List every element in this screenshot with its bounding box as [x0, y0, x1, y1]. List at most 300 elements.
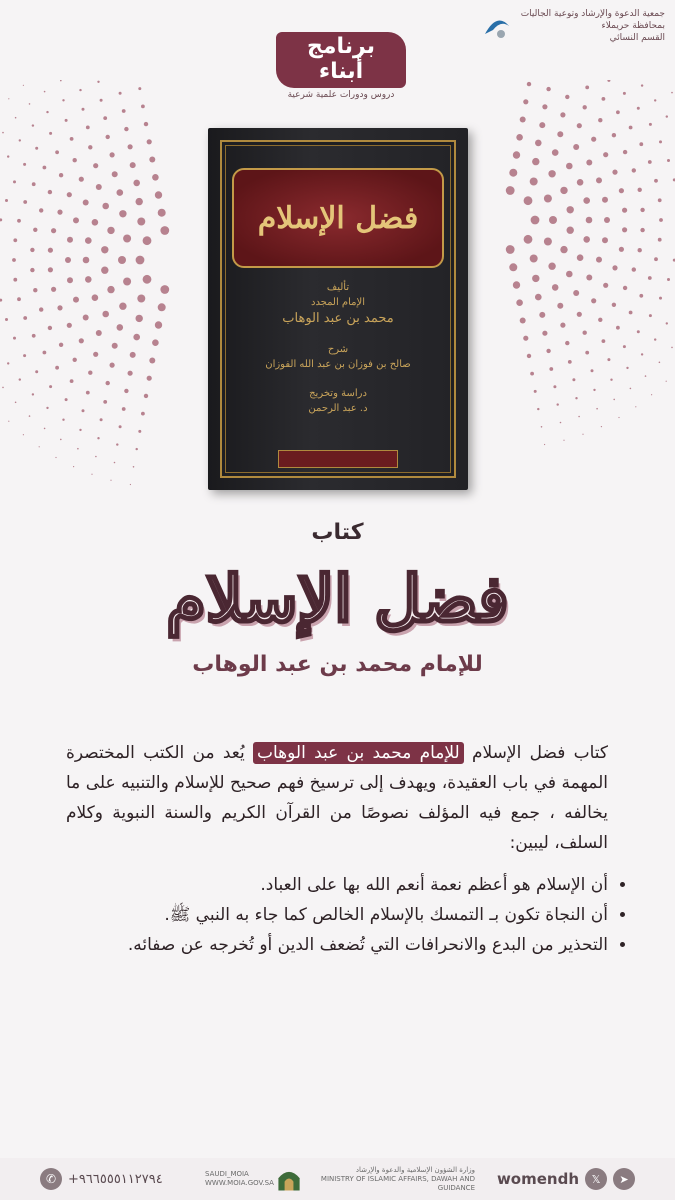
book-author: للإمام محمد بن عبد الوهاب — [192, 652, 483, 677]
decorative-dot — [83, 200, 89, 206]
decorative-dot — [35, 147, 38, 150]
decorative-dot — [110, 480, 111, 481]
list-item: • التحذير من البدع والانحرافات التي تُضعف الدين أو تُخرجه عن صفائه. — [66, 930, 608, 960]
decorative-dot — [602, 237, 608, 243]
decorative-dot — [583, 331, 587, 335]
decorative-dot — [565, 95, 569, 99]
decorative-dot — [39, 307, 43, 311]
decorative-dot — [30, 248, 34, 252]
decorative-dot — [144, 122, 148, 126]
decorative-dot — [560, 112, 565, 117]
decorative-dot — [623, 150, 627, 154]
decorative-dot — [520, 318, 526, 324]
decorative-dot — [100, 418, 103, 421]
decorative-dot — [92, 294, 99, 301]
decorative-dot — [523, 336, 528, 341]
decorative-dot — [39, 208, 43, 212]
decorative-dot — [539, 312, 545, 318]
decorative-dot — [513, 281, 520, 288]
decorative-dot — [107, 286, 114, 293]
decorative-dot — [5, 199, 8, 202]
decorative-dot — [82, 409, 85, 412]
decorative-dot — [23, 316, 27, 320]
decorative-dot — [578, 416, 580, 418]
decorative-dot — [79, 89, 81, 91]
decorative-dot — [530, 372, 534, 376]
decorative-dot — [88, 145, 92, 149]
decorative-dot — [48, 267, 53, 272]
decorative-dot — [67, 192, 72, 197]
decorative-dot — [598, 118, 602, 122]
decorative-dot — [640, 208, 644, 212]
decorative-dot — [119, 303, 126, 310]
decorative-dot — [119, 92, 122, 95]
decorative-dot — [35, 370, 38, 373]
decorative-dot — [591, 298, 596, 303]
decorative-dot — [67, 323, 72, 328]
phone-number[interactable]: +٩٦٦٥٥٥١١٢٧٩٤ — [68, 1171, 163, 1187]
decorative-dot — [649, 123, 652, 126]
cover-text: تأليف الإمام المجدد محمد بن عبد الوهاب شرح صالح بن فوزان بن عبد الله الفوزان دراسة وتخريج د. عبد الرحمن — [265, 282, 411, 414]
decorative-dot — [585, 351, 589, 355]
decorative-dot — [541, 426, 543, 428]
decorative-dot — [527, 82, 531, 86]
x-handle[interactable]: womendh — [496, 1170, 579, 1188]
decorative-dot — [7, 155, 9, 157]
decorative-dot — [147, 139, 152, 144]
decorative-dot — [577, 179, 584, 186]
decorative-dot — [583, 197, 590, 204]
decorative-dot — [637, 107, 640, 110]
decorative-dot — [116, 443, 118, 445]
decorative-dot — [49, 132, 52, 135]
decorative-dot — [55, 366, 59, 370]
decorative-dot — [133, 466, 135, 468]
decorative-dot — [33, 228, 37, 232]
decorative-dot — [658, 238, 662, 242]
decorative-dot — [532, 275, 539, 282]
decorative-dot — [549, 367, 553, 371]
decorative-dot — [573, 144, 579, 150]
decorative-dot — [44, 91, 46, 93]
decorative-dot — [645, 375, 647, 377]
decorative-dot — [48, 248, 53, 253]
decorative-dot — [577, 312, 582, 317]
decorative-dot — [136, 448, 138, 450]
decorative-dot — [557, 303, 563, 309]
decorative-dot — [603, 283, 608, 288]
decorative-dot — [619, 188, 624, 193]
decorative-dot — [158, 303, 166, 311]
decorative-dot — [8, 98, 9, 99]
decorative-dot — [596, 408, 598, 410]
decorative-dot — [648, 276, 652, 280]
decorative-dot — [560, 246, 567, 253]
decorative-dot — [607, 358, 610, 361]
decorative-dot — [535, 140, 542, 147]
decorative-dot — [622, 208, 627, 213]
decorative-dot — [124, 389, 128, 393]
decorative-dot — [623, 286, 627, 290]
cover-title: فضل الإسلام — [257, 200, 419, 236]
decorative-dot — [601, 426, 602, 427]
decorative-dot — [136, 315, 143, 322]
decorative-dot — [77, 448, 79, 450]
decorative-dot — [523, 99, 528, 104]
decorative-dot — [632, 168, 636, 172]
decorative-dot — [13, 238, 17, 242]
decorative-dot — [612, 303, 616, 307]
decorative-dot — [85, 237, 92, 244]
decorative-dot — [82, 108, 85, 111]
decorative-dot — [530, 255, 538, 263]
decorative-dot — [654, 338, 656, 340]
decorative-dot — [55, 457, 56, 458]
decorative-dot — [46, 111, 48, 113]
decorative-dot — [593, 389, 595, 391]
decorative-dot — [630, 388, 632, 390]
decorative-dot — [651, 394, 652, 395]
decorative-dot — [602, 339, 606, 343]
decorative-dot — [637, 330, 640, 333]
decorative-dot — [639, 142, 643, 146]
decorative-dot — [591, 137, 596, 142]
decorative-dot — [67, 277, 73, 283]
decorative-dot — [666, 115, 668, 117]
decorative-dot — [73, 158, 77, 162]
book-description: كتاب فضل الإسلام للإمام محمد بن عبد الوهاب يُعد من الكتب المختصرة المهمة في باب العقيدة، ويهدف إلى ترسيخ فهم صحيح للإسلام والتنبيه على ما يخالفه ، جمع فيه المؤلف نصوصًا من القرآن الكريم والسنة النبوية وكلام السلف، ليبين: — [66, 743, 609, 853]
book-label: كتاب — [311, 520, 364, 545]
decorative-dot — [659, 297, 662, 300]
decorative-dot — [612, 265, 617, 270]
decorative-dot — [100, 99, 103, 102]
decorative-dot — [622, 227, 627, 232]
brand-logo — [276, 32, 406, 100]
decorative-dot — [659, 218, 663, 222]
decorative-dot — [91, 474, 92, 475]
decorative-dot — [152, 174, 159, 181]
decorative-dot — [23, 434, 24, 435]
decorative-dot — [137, 295, 145, 303]
decorative-dot — [649, 314, 652, 317]
decorative-dot — [57, 210, 62, 215]
decorative-dot — [666, 381, 667, 382]
decorative-dot — [136, 256, 145, 265]
decorative-dot — [48, 326, 52, 330]
decorative-dot — [29, 415, 31, 417]
decorative-dot — [539, 122, 545, 128]
decorative-dot — [48, 190, 52, 194]
decorative-dot — [29, 103, 31, 105]
decorative-dot — [531, 216, 540, 225]
decorative-dot — [548, 170, 555, 177]
decorative-dot — [83, 257, 90, 264]
decorative-dot — [520, 117, 526, 123]
decorative-dot — [59, 343, 63, 347]
decorative-dot — [19, 139, 21, 141]
decorative-dot — [544, 238, 552, 246]
decorative-dot — [641, 84, 643, 86]
decorative-dot — [641, 353, 643, 355]
decorative-dot — [79, 177, 84, 182]
decorative-dot — [86, 391, 90, 395]
decorative-dot — [119, 425, 122, 428]
list-item: • أن النجاة تكون بـ التمسك بالإسلام الخالص كما جاء به النبي ﷺ. — [66, 900, 608, 930]
decorative-dot — [83, 315, 89, 321]
decorative-dot — [602, 197, 608, 203]
decorative-dot — [114, 462, 116, 464]
decorative-dot — [149, 358, 155, 364]
decorative-dot — [30, 268, 34, 272]
decorative-dot — [598, 318, 602, 322]
decorative-dot — [15, 117, 17, 119]
decorative-dot — [23, 200, 27, 204]
decorative-dot — [566, 163, 573, 170]
decorative-dot — [557, 131, 563, 137]
org-logo-icon — [479, 8, 515, 44]
decorative-dot — [128, 371, 133, 376]
decorative-dot — [13, 180, 16, 183]
decorative-dot — [575, 397, 577, 399]
decorative-dot — [612, 170, 617, 175]
decorative-dot — [102, 203, 109, 210]
decorative-dot — [147, 376, 152, 381]
key-points-list — [66, 870, 630, 960]
decorative-dot — [124, 127, 128, 131]
decorative-dot — [96, 184, 102, 190]
decorative-dot — [149, 157, 155, 163]
decorative-dot — [586, 275, 592, 281]
decorative-dot — [93, 163, 98, 168]
decorative-dot — [62, 419, 64, 421]
decorative-dot — [130, 162, 136, 168]
decorative-dot — [506, 186, 515, 195]
decorative-dot — [73, 217, 79, 223]
decorative-dot — [659, 140, 662, 143]
decorative-dot — [141, 412, 145, 416]
decorative-dot — [112, 171, 118, 177]
decorative-dot — [119, 210, 126, 217]
decorative-dot — [537, 408, 539, 410]
decorative-dot — [65, 119, 68, 122]
decorative-dot — [152, 339, 159, 346]
ministry-logo: SAUDI_MOIA WWW.MOIA.GOV.SA وزارة الشؤون الإسلامية والدعوة والإرشاد MINISTRY OF ISLAMIC AFFAIRS, DAWAH AND GUIDANCE — [205, 1162, 475, 1196]
decorative-dot — [583, 236, 590, 243]
decorative-dot — [112, 343, 118, 349]
decorative-dot — [44, 428, 46, 430]
decorative-dot — [542, 104, 547, 109]
decorative-dot — [39, 446, 40, 447]
decorative-dot — [567, 227, 574, 234]
decorative-dot — [137, 218, 145, 226]
decorative-dot — [130, 352, 136, 358]
decorative-dot — [607, 80, 610, 82]
decorative-dot — [32, 334, 36, 338]
decorative-dot — [70, 137, 74, 141]
decorative-dot — [552, 284, 559, 291]
decorative-dot — [667, 278, 670, 281]
social-links — [497, 1168, 635, 1190]
decorative-dot — [128, 144, 133, 149]
decorative-dot — [5, 318, 8, 321]
decorative-dot — [596, 177, 602, 183]
author-highlight: للإمام محمد بن عبد الوهاب — [253, 742, 464, 764]
decorative-dot — [32, 182, 36, 186]
decorative-dot — [572, 378, 575, 381]
decorative-dot — [138, 87, 141, 90]
decorative-dot — [671, 92, 673, 94]
decorative-dot — [619, 247, 624, 252]
decorative-dot — [158, 209, 166, 217]
book-title: فضل الإسلام — [166, 562, 509, 637]
mosque-emblem-icon — [274, 1162, 304, 1196]
whatsapp-icon[interactable]: ✆ — [40, 1168, 62, 1190]
decorative-dot — [618, 417, 619, 418]
decorative-dot — [557, 403, 559, 405]
decorative-dot — [596, 257, 602, 263]
decorative-dot — [23, 163, 26, 166]
decorative-dot — [13, 278, 17, 282]
decorative-dot — [7, 362, 9, 364]
brand-name: برنامج أبناء — [276, 32, 406, 88]
decorative-dot — [143, 275, 152, 284]
decorative-dot — [43, 166, 47, 170]
decorative-dot — [513, 151, 520, 158]
decorative-dot — [106, 135, 110, 139]
decorative-dot — [534, 390, 537, 393]
decorative-dot — [23, 85, 24, 86]
decorative-dot — [623, 345, 626, 348]
decorative-dot — [524, 235, 533, 244]
telegram-icon[interactable]: ➤ — [613, 1168, 635, 1190]
decorative-dot — [635, 406, 636, 407]
decorative-dot — [542, 331, 547, 336]
decorative-dot — [546, 349, 550, 353]
decorative-dot — [130, 484, 131, 485]
decorative-dot — [516, 134, 523, 141]
decorative-dot — [629, 311, 633, 315]
decorative-dot — [118, 256, 126, 264]
decorative-dot — [103, 400, 107, 404]
decorative-dot — [563, 440, 564, 441]
decorative-dot — [667, 159, 670, 162]
decorative-dot — [560, 422, 562, 424]
decorative-dot — [155, 321, 162, 328]
decorative-dot — [546, 87, 550, 91]
decorative-dot — [155, 191, 162, 198]
decorative-dot — [73, 358, 77, 362]
decorative-dot — [638, 248, 642, 252]
decorative-dot — [123, 278, 131, 286]
decorative-dot — [133, 180, 140, 187]
decorative-dot — [544, 444, 545, 445]
decorative-dot — [626, 367, 628, 369]
decorative-dot — [2, 132, 4, 134]
decorative-dot — [585, 86, 589, 90]
decorative-dot — [95, 456, 97, 458]
decorative-dot — [549, 216, 557, 224]
decorative-dot — [51, 228, 56, 233]
decorative-dot — [60, 80, 62, 81]
decorative-dot — [65, 398, 68, 401]
decorative-dot — [96, 330, 102, 336]
decorative-dot — [0, 299, 2, 302]
decorative-dot — [65, 257, 71, 263]
decorative-dot — [602, 97, 606, 101]
decorative-dot — [107, 227, 114, 234]
decorative-dot — [33, 288, 37, 292]
decorative-dot — [666, 322, 668, 324]
decorative-dot — [8, 421, 9, 422]
decorative-dot — [671, 347, 673, 349]
decorative-dot — [612, 133, 616, 137]
decorative-dot — [122, 407, 126, 411]
brand-subtitle: دروس ودورات علمية شرعية — [287, 90, 395, 100]
decorative-dot — [509, 169, 517, 177]
decorative-dot — [51, 287, 56, 292]
decorative-dot — [57, 305, 62, 310]
decorative-dot — [544, 195, 552, 203]
decorative-dot — [658, 198, 662, 202]
decorative-dot — [117, 189, 124, 196]
decorative-dot — [640, 228, 644, 232]
decorative-dot — [616, 110, 620, 114]
org-name: جمعية الدعوة والإرشاد وتوعية الجاليات بمحافظة حريملاء القسم النسائي — [520, 9, 665, 43]
decorative-dot — [553, 385, 556, 388]
decorative-dot — [101, 246, 108, 253]
decorative-dot — [568, 360, 572, 364]
decorative-dot — [583, 105, 587, 109]
decorative-dot — [530, 178, 538, 186]
decorative-dot — [88, 371, 92, 375]
decorative-dot — [566, 271, 573, 278]
decorative-dot — [586, 217, 593, 224]
decorative-dot — [654, 179, 658, 183]
decorative-dot — [577, 254, 584, 261]
decorative-dot — [603, 152, 608, 157]
decorative-dot — [13, 337, 16, 340]
decorative-dot — [0, 218, 2, 221]
decorative-dot — [516, 299, 523, 306]
decorative-dot — [654, 99, 656, 101]
decorative-dot — [582, 434, 583, 435]
cover-title-plaque — [232, 168, 444, 268]
decorative-dot — [67, 237, 73, 243]
x-icon[interactable]: 𝕏 — [585, 1168, 607, 1190]
decorative-dot — [110, 363, 115, 368]
decorative-dot — [110, 152, 115, 157]
decorative-dot — [15, 402, 17, 404]
whatsapp-contact[interactable] — [40, 1168, 163, 1190]
decorative-dot — [527, 354, 531, 358]
decorative-dot — [79, 338, 84, 343]
decorative-dot — [143, 236, 152, 245]
decorative-dot — [506, 245, 515, 254]
decorative-dot — [567, 206, 574, 213]
decorative-dot — [92, 219, 99, 226]
decorative-dot — [97, 81, 99, 83]
decorative-dot — [623, 92, 626, 95]
decorative-dot — [610, 379, 612, 381]
decorative-dot — [532, 158, 539, 165]
decorative-dot — [85, 276, 92, 283]
decorative-dot — [19, 378, 21, 380]
decorative-dot — [49, 385, 52, 388]
decorative-dot — [102, 311, 109, 318]
footer — [0, 1158, 675, 1200]
decorative-dot — [73, 297, 79, 303]
decorative-dot — [23, 354, 26, 357]
